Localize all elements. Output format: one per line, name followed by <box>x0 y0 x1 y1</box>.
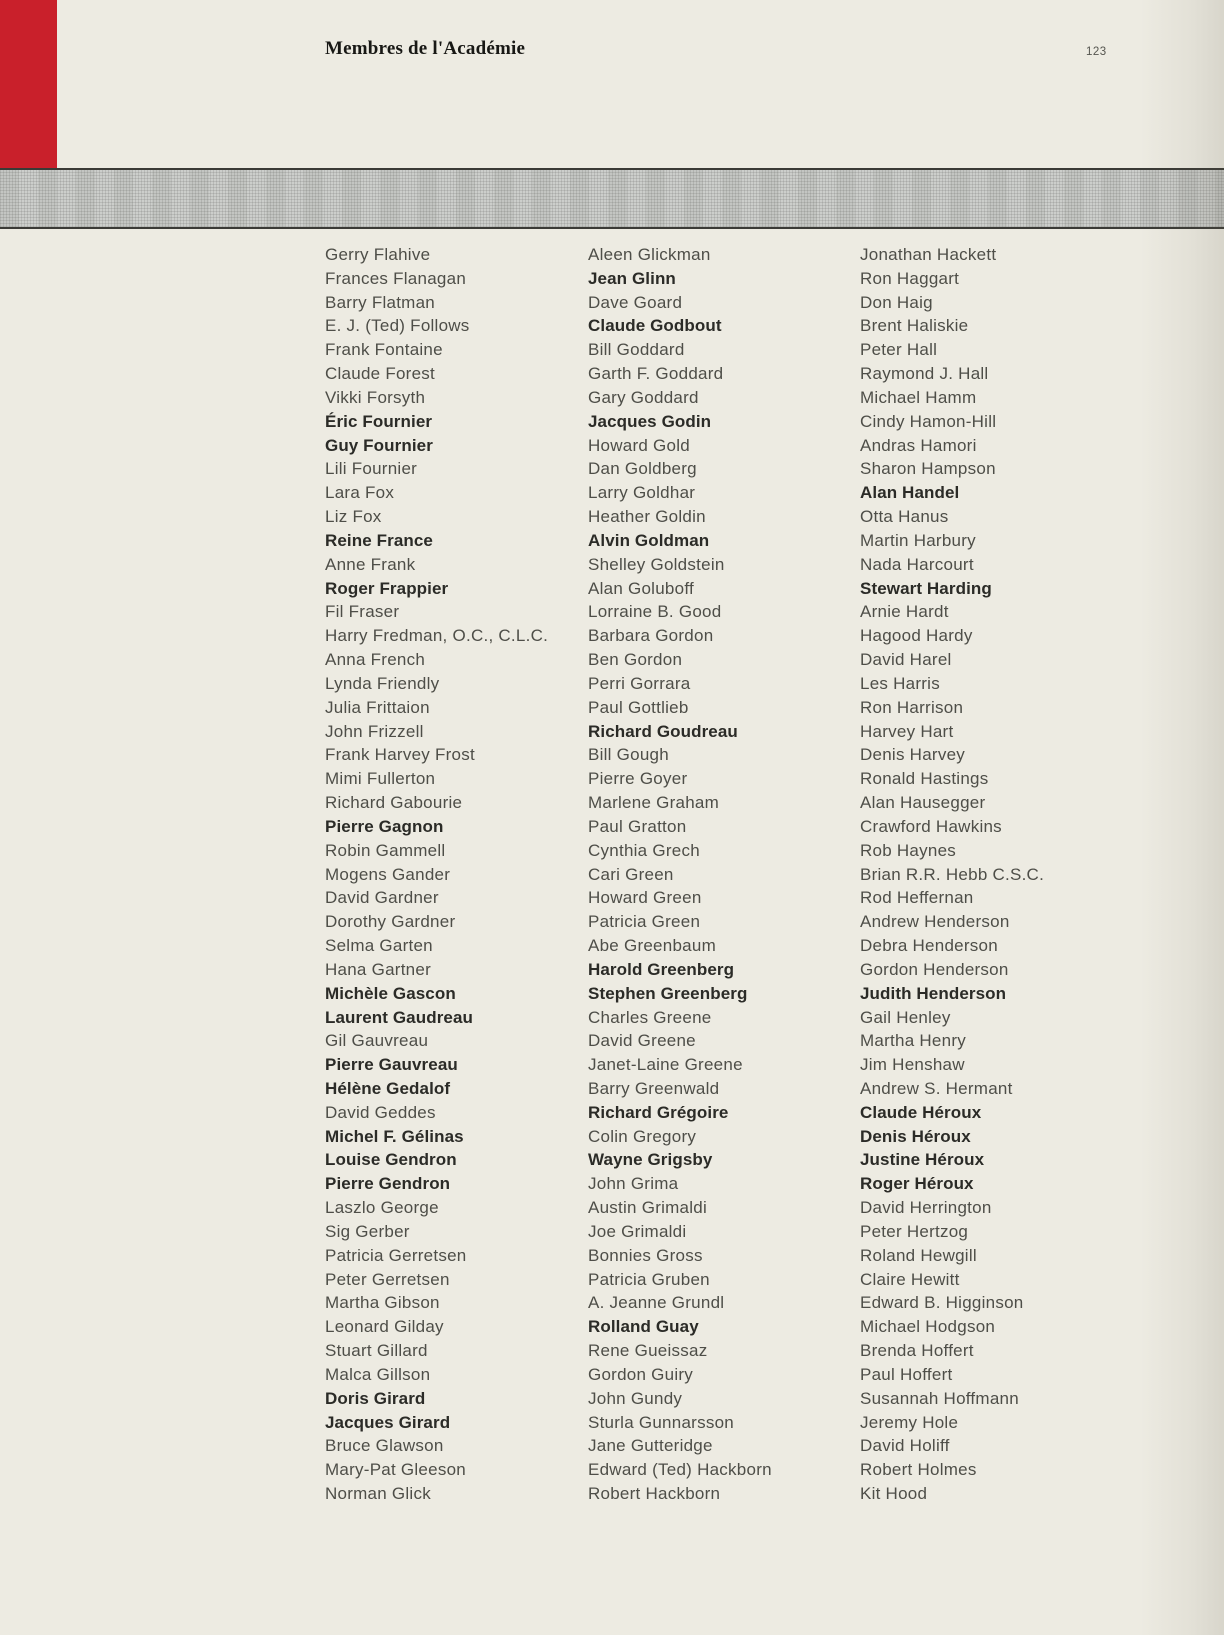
member-name: Harry Fredman, O.C., C.L.C. <box>325 626 549 646</box>
member-name: Shelley Goldstein <box>588 554 725 574</box>
member-name: Denis Héroux <box>860 1126 971 1146</box>
member-name: David Holiff <box>860 1436 950 1456</box>
member-name: Paul Gratton <box>588 816 687 836</box>
member-name: Patricia Green <box>588 912 701 932</box>
member-name: Perri Gorrara <box>588 673 691 693</box>
member-name: Sturla Gunnarsson <box>588 1412 734 1432</box>
member-name: Stewart Harding <box>860 578 992 598</box>
member-name: Paul Gottlieb <box>588 697 689 717</box>
member-name: Michael Hamm <box>860 387 977 407</box>
member-name: Debra Henderson <box>860 936 998 956</box>
member-name: Andrew S. Hermant <box>860 1078 1013 1098</box>
member-name: Rene Gueissaz <box>588 1341 708 1361</box>
member-name: Michel F. Gélinas <box>325 1126 464 1146</box>
member-name: Joe Grimaldi <box>588 1221 687 1241</box>
member-name: Austin Grimaldi <box>588 1198 708 1218</box>
member-name: Jacques Godin <box>588 411 712 431</box>
member-name: Barry Flatman <box>325 292 435 312</box>
divider-band <box>0 168 1224 229</box>
member-name: Robin Gammell <box>325 840 446 860</box>
member-name: Brian R.R. Hebb C.S.C. <box>860 864 1045 884</box>
member-name: John Gundy <box>588 1388 683 1408</box>
member-name: Jane Gutteridge <box>588 1436 713 1456</box>
member-name: Abe Greenbaum <box>588 936 716 956</box>
member-name: Richard Gabourie <box>325 793 463 813</box>
member-name: Gordon Guiry <box>588 1364 694 1384</box>
member-name: Gil Gauvreau <box>325 1031 429 1051</box>
member-name: Barbara Gordon <box>588 626 714 646</box>
member-name: Stephen Greenberg <box>588 983 748 1003</box>
member-name: Judith Henderson <box>860 983 1007 1003</box>
member-name: Frank Fontaine <box>325 340 443 360</box>
member-name: Hana Gartner <box>325 959 431 979</box>
member-name: David Herrington <box>860 1198 992 1218</box>
member-name: Arnie Hardt <box>860 602 949 622</box>
member-name: Andras Hamori <box>860 435 977 455</box>
member-name: Jean Glinn <box>588 268 676 288</box>
member-name: Ron Haggart <box>860 268 960 288</box>
member-name: Patricia Gruben <box>588 1269 710 1289</box>
member-name: Les Harris <box>860 673 940 693</box>
member-name: Ben Gordon <box>588 650 683 670</box>
member-name: Lorraine B. Good <box>588 602 722 622</box>
member-name: Hagood Hardy <box>860 626 973 646</box>
member-name: Selma Garten <box>325 936 433 956</box>
member-name: John Frizzell <box>325 721 424 741</box>
member-name: Jim Henshaw <box>860 1055 965 1075</box>
member-name: Ronald Hastings <box>860 769 989 789</box>
member-name: David Gardner <box>325 888 439 908</box>
member-name: Justine Héroux <box>860 1150 985 1170</box>
member-name: Richard Grégoire <box>588 1102 729 1122</box>
member-name: Pierre Goyer <box>588 769 688 789</box>
members-column <box>860 243 1125 1506</box>
member-name: Aleen Glickman <box>588 245 711 264</box>
member-name: Brenda Hoffert <box>860 1341 974 1361</box>
member-name: Brent Haliskie <box>860 316 969 336</box>
member-name: Don Haig <box>860 292 933 312</box>
member-name: A. Jeanne Grundl <box>588 1293 725 1313</box>
member-name: Gail Henley <box>860 1007 951 1027</box>
member-name: Jacques Girard <box>325 1412 451 1432</box>
member-name: Paul Hoffert <box>860 1364 953 1384</box>
member-name: Bill Goddard <box>588 340 685 360</box>
member-name: Colin Gregory <box>588 1126 697 1146</box>
member-name: Martha Henry <box>860 1031 966 1051</box>
member-name: E. J. (Ted) Follows <box>325 316 470 336</box>
member-name: Laszlo George <box>325 1198 439 1218</box>
member-name: Wayne Grigsby <box>588 1150 713 1170</box>
member-name: John Grima <box>588 1174 679 1194</box>
member-name: Cari Green <box>588 864 674 884</box>
member-name: Peter Gerretsen <box>325 1269 450 1289</box>
member-name: Sharon Hampson <box>860 459 996 479</box>
member-name: Dorothy Gardner <box>325 912 456 932</box>
member-name: Frank Harvey Frost <box>325 745 475 765</box>
member-name: Doris Girard <box>325 1388 426 1408</box>
member-name: Gerry Flahive <box>325 245 431 264</box>
member-name: Fil Fraser <box>325 602 400 622</box>
member-name: Patricia Gerretsen <box>325 1245 467 1265</box>
member-name: Julia Frittaion <box>325 697 430 717</box>
member-name: Dave Goard <box>588 292 683 312</box>
member-name: Richard Goudreau <box>588 721 738 741</box>
member-name: Mimi Fullerton <box>325 769 436 789</box>
member-name: Nada Harcourt <box>860 554 974 574</box>
member-name: Charles Greene <box>588 1007 712 1027</box>
member-name: Vikki Forsyth <box>325 387 426 407</box>
member-name: Sig Gerber <box>325 1221 410 1241</box>
member-name: Lili Fournier <box>325 459 418 479</box>
member-name: Raymond J. Hall <box>860 364 989 384</box>
member-name: Harold Greenberg <box>588 959 735 979</box>
member-name: Garth F. Goddard <box>588 364 724 384</box>
member-name: Bonnies Gross <box>588 1245 703 1265</box>
member-name: Alvin Goldman <box>588 530 710 550</box>
member-name: David Harel <box>860 650 952 670</box>
member-name: Larry Goldhar <box>588 483 696 503</box>
member-name: Rolland Guay <box>588 1317 699 1337</box>
member-name: Mogens Gander <box>325 864 451 884</box>
member-name: Pierre Gagnon <box>325 816 444 836</box>
member-name: David Greene <box>588 1031 696 1051</box>
member-name: Edward (Ted) Hackborn <box>588 1460 772 1480</box>
member-name: Cindy Hamon-Hill <box>860 411 997 431</box>
member-name: Jonathan Hackett <box>860 245 997 264</box>
member-name: Martin Harbury <box>860 530 976 550</box>
page-number: 123 <box>1086 46 1107 58</box>
members-column <box>325 243 590 1506</box>
member-name: Cynthia Grech <box>588 840 700 860</box>
member-name: Mary-Pat Gleeson <box>325 1460 466 1480</box>
member-name: Claude Forest <box>325 364 436 384</box>
member-name: Denis Harvey <box>860 745 966 765</box>
member-name: Roger Héroux <box>860 1174 974 1194</box>
member-name: Bruce Glawson <box>325 1436 444 1456</box>
member-name: Pierre Gauvreau <box>325 1055 458 1075</box>
member-name: Andrew Henderson <box>860 912 1010 932</box>
member-name: David Geddes <box>325 1102 436 1122</box>
member-name: Leonard Gilday <box>325 1317 444 1337</box>
member-name: Bill Gough <box>588 745 669 765</box>
member-name: Anna French <box>325 650 426 670</box>
member-name: Barry Greenwald <box>588 1078 720 1098</box>
member-name: Edward B. Higginson <box>860 1293 1024 1313</box>
member-name: Rob Haynes <box>860 840 957 860</box>
member-name: Susannah Hoffmann <box>860 1388 1019 1408</box>
member-name: Laurent Gaudreau <box>325 1007 474 1027</box>
member-name: Robert Holmes <box>860 1460 977 1480</box>
member-name: Anne Frank <box>325 554 416 574</box>
member-name: Roger Frappier <box>325 578 449 598</box>
member-name: Alan Goluboff <box>588 578 694 598</box>
member-name: Otta Hanus <box>860 507 949 527</box>
member-name: Crawford Hawkins <box>860 816 1002 836</box>
member-name: Guy Fournier <box>325 435 433 455</box>
member-name: Claire Hewitt <box>860 1269 960 1289</box>
member-name: Reine France <box>325 530 433 550</box>
member-name: Peter Hall <box>860 340 938 360</box>
member-name: Michèle Gascon <box>325 983 456 1003</box>
member-name: Kit Hood <box>860 1484 928 1504</box>
member-name: Dan Goldberg <box>588 459 697 479</box>
member-name: Alan Hausegger <box>860 793 986 813</box>
members-column <box>588 243 853 1506</box>
member-name: Norman Glick <box>325 1484 431 1504</box>
member-name: Roland Hewgill <box>860 1245 977 1265</box>
member-name: Jeremy Hole <box>860 1412 959 1432</box>
red-corner-mark <box>0 0 57 169</box>
member-name: Alan Handel <box>860 483 960 503</box>
member-name: Harvey Hart <box>860 721 954 741</box>
member-name: Ron Harrison <box>860 697 964 717</box>
member-name: Howard Gold <box>588 435 690 455</box>
member-name: Howard Green <box>588 888 702 908</box>
member-name: Malca Gillson <box>325 1364 431 1384</box>
member-name: Lara Fox <box>325 483 395 503</box>
member-name: Marlene Graham <box>588 793 720 813</box>
member-name: Martha Gibson <box>325 1293 440 1313</box>
member-name: Hélène Gedalof <box>325 1078 451 1098</box>
member-name: Frances Flanagan <box>325 268 467 288</box>
member-name: Peter Hertzog <box>860 1221 969 1241</box>
member-name: Liz Fox <box>325 507 382 527</box>
member-name: Stuart Gillard <box>325 1341 428 1361</box>
member-name: Janet-Laine Greene <box>588 1055 743 1075</box>
member-name: Rod Heffernan <box>860 888 974 908</box>
member-name: Gary Goddard <box>588 387 699 407</box>
member-name: Heather Goldin <box>588 507 706 527</box>
member-name: Pierre Gendron <box>325 1174 451 1194</box>
member-name: Louise Gendron <box>325 1150 457 1170</box>
member-name: Gordon Henderson <box>860 959 1009 979</box>
member-name: Claude Godbout <box>588 316 722 336</box>
member-name: Robert Hackborn <box>588 1484 721 1504</box>
member-name: Claude Héroux <box>860 1102 982 1122</box>
page-title: Membres de l'Académie <box>325 38 526 59</box>
member-name: Éric Fournier <box>325 411 433 431</box>
member-name: Michael Hodgson <box>860 1317 996 1337</box>
member-name: Lynda Friendly <box>325 673 440 693</box>
